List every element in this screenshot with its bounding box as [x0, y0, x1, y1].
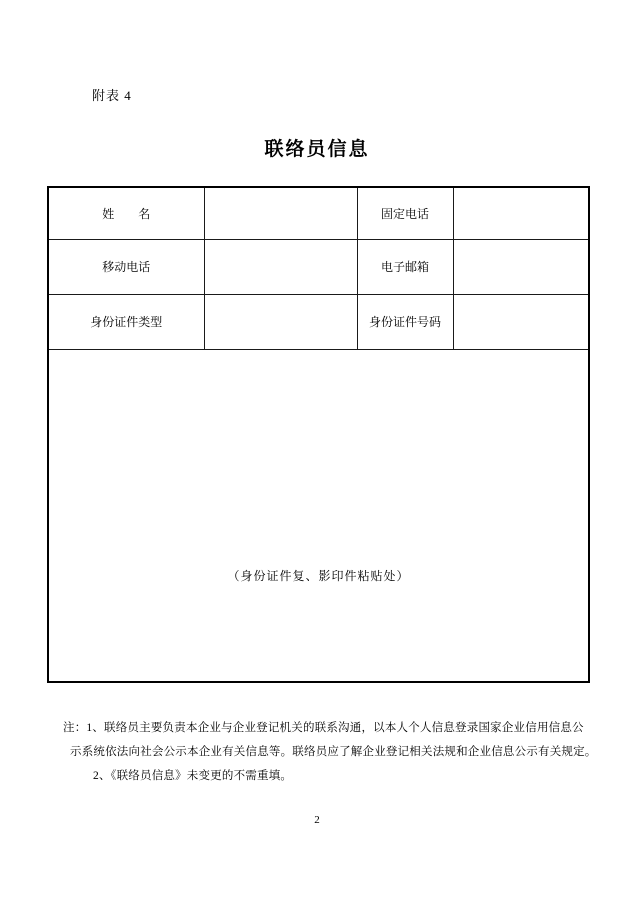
notes-block: [63, 716, 597, 788]
note-line-1: 注：1、联络员主要负责本企业与企业登记机关的联系沟通，以本人个人信息登录国家企业信用信息公: [63, 722, 584, 734]
page-number: 2: [314, 814, 320, 826]
value-id-number: [453, 294, 589, 349]
page-title: 联络员信息: [264, 139, 370, 160]
table-row: [48, 349, 589, 682]
table-row: [48, 239, 589, 294]
attachment-label: 附表 4: [92, 88, 132, 103]
value-mobile-phone: [204, 239, 357, 294]
label-mobile-phone: 移动电话: [48, 239, 204, 294]
label-id-type: 身份证件类型: [48, 294, 204, 349]
table-row: [48, 294, 589, 349]
value-id-type: [204, 294, 357, 349]
label-fixed-phone: 固定电话: [357, 187, 453, 239]
note-line-2: 2、《联络员信息》未变更的不需重填。: [93, 770, 293, 782]
label-id-number: 身份证件号码: [357, 294, 453, 349]
id-copy-paste-area: [48, 349, 589, 682]
table-row: [48, 187, 589, 239]
label-name: 姓 名: [48, 187, 204, 239]
label-email: 电子邮箱: [357, 239, 453, 294]
value-email: [453, 239, 589, 294]
id-copy-paste-label: （身份证件复、影印件粘贴处）: [227, 568, 410, 583]
note-line-1-continued: 示系统依法向社会公示本企业有关信息等。联络员应了解企业登记相关法规和企业信息公示有关规定。: [70, 746, 597, 758]
value-fixed-phone: [453, 187, 589, 239]
contact-info-table: [47, 186, 590, 683]
value-name: [204, 187, 357, 239]
